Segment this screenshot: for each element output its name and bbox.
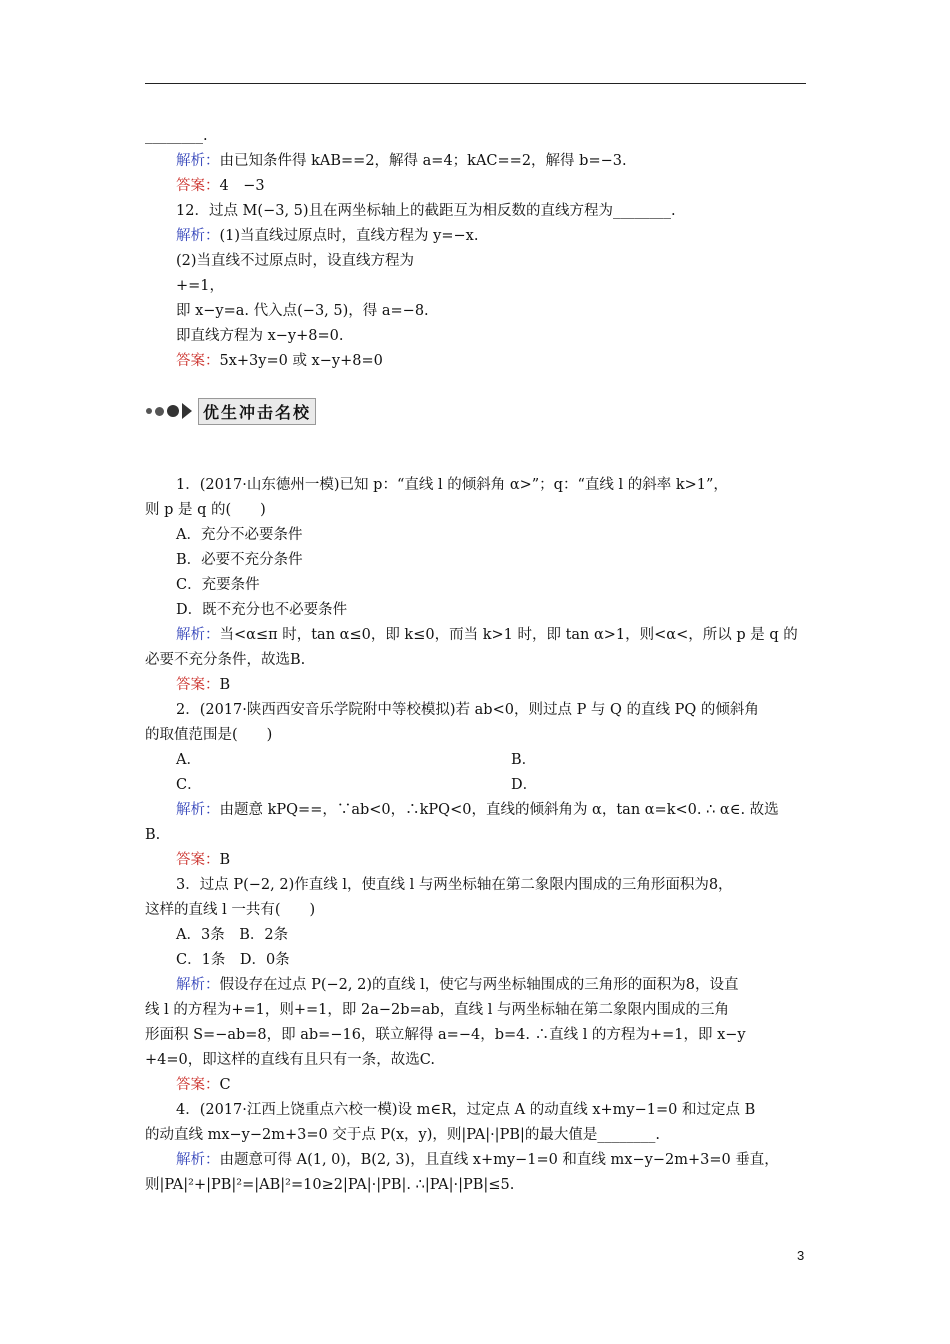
question-line: 则 p 是 q 的( ) xyxy=(145,502,266,518)
answer-label: 答案： xyxy=(176,1077,220,1093)
option-line: D． xyxy=(511,777,538,793)
analysis-label: 解析： xyxy=(176,228,220,244)
option-line: A．充分不必要条件 xyxy=(176,527,303,543)
dot-icon xyxy=(167,405,179,417)
option-line: D．既不充分也不必要条件 xyxy=(176,602,348,618)
analysis-line: 解析：(1)当直线过原点时，直线方程为 y=−x. xyxy=(176,228,479,244)
analysis-label: 解析： xyxy=(176,627,220,643)
option-line: B． xyxy=(511,752,537,768)
answer-line: 答案：5x+3y=0 或 x−y+8=0 xyxy=(176,353,383,369)
option-line: C．充要条件 xyxy=(176,577,260,593)
dot-icon xyxy=(155,407,164,416)
question-line: 4．(2017·江西上饶重点六校一模)设 m∈R，过定点 A 的动直线 x+my−1=0 和过定点 B xyxy=(176,1102,756,1118)
arrow-icon xyxy=(182,403,192,419)
option-line: C．1条 D．0条 xyxy=(176,952,290,968)
text-line: 形面积 S=−ab=8，即 ab=−16，联立解得 a=−4，b=4. ∴直线 l 的方程为+=1，即 x−y xyxy=(145,1027,746,1043)
answer-label: 答案： xyxy=(176,677,220,693)
question-line: 2．(2017·陕西西安音乐学院附中等校模拟)若 ab<0，则过点 P 与 Q 的直线 PQ 的倾斜角 xyxy=(176,702,759,718)
text-line: +=1， xyxy=(176,278,225,294)
text-line: 则|PA|²+|PB|²=|AB|²=10≥2|PA|·|PB|. ∴|PA|·|PB|≤5. xyxy=(145,1177,515,1193)
answer-line: 答案：B xyxy=(176,852,231,868)
header-rule xyxy=(145,83,806,84)
section-title: 优生冲击名校 xyxy=(198,398,316,425)
analysis-label: 解析： xyxy=(176,977,220,993)
question-line: 12．过点 M(−3, 5)且在两坐标轴上的截距互为相反数的直线方程为________. xyxy=(176,203,676,219)
option-line: C． xyxy=(176,777,202,793)
text-line: (2)当直线不过原点时，设直线方程为 xyxy=(176,253,415,269)
text-line: 线 l 的方程为+=1，则+=1，即 2a−2b=ab，直线 l 与两坐标轴在第二象限内围成的三角 xyxy=(145,1002,729,1018)
analysis-label: 解析： xyxy=(176,802,220,818)
analysis-line: 解析：由题意 kPQ==，∵ab<0，∴kPQ<0，直线的倾斜角为 α，tan α=k<0. ∴ α∈. 故选 xyxy=(176,802,779,818)
answer-line: 答案：4 −3 xyxy=(176,178,265,194)
text-line: ________. xyxy=(145,128,208,144)
text-line: +4=0，即这样的直线有且只有一条，故选C. xyxy=(145,1052,435,1068)
analysis-line: 解析：假设存在过点 P(−2, 2)的直线 l，使它与两坐标轴围成的三角形的面积为8，设直 xyxy=(176,977,739,993)
question-line: 的动直线 mx−y−2m+3=0 交于点 P(x，y)，则|PA|·|PB|的最大值是________. xyxy=(145,1127,660,1143)
text-line: 即 x−y=a. 代入点(−3, 5)，得 a=−8. xyxy=(176,303,429,319)
option-line: A． xyxy=(176,752,201,768)
section-header xyxy=(146,398,316,424)
option-line: A．3条 B．2条 xyxy=(176,927,289,943)
analysis-line: 解析：当<α≤π 时，tan α≤0，即 k≤0，而当 k>1 时，即 tan α>1，则<α<，所以 p 是 q 的 xyxy=(176,627,798,643)
analysis-line: 解析：由题意可得 A(1, 0)，B(2, 3)，且直线 x+my−1=0 和直线 mx−y−2m+3=0 垂直， xyxy=(176,1152,779,1168)
answer-line: 答案：C xyxy=(176,1077,231,1093)
analysis-label: 解析： xyxy=(176,1152,220,1168)
answer-label: 答案： xyxy=(176,353,220,369)
text-line: B. xyxy=(145,827,161,843)
dot-icon xyxy=(146,408,152,414)
option-line: B．必要不充分条件 xyxy=(176,552,303,568)
answer-label: 答案： xyxy=(176,852,220,868)
answer-line: 答案：B xyxy=(176,677,231,693)
analysis-label: 解析： xyxy=(176,153,220,169)
text-line: 必要不充分条件，故选B. xyxy=(145,652,306,668)
text-line: 即直线方程为 x−y+8=0. xyxy=(176,328,344,344)
question-line: 的取值范围是( ) xyxy=(145,727,273,743)
page-number: 3 xyxy=(797,1248,805,1263)
analysis-line: 解析：由已知条件得 kAB==2，解得 a=4；kAC==2，解得 b=−3. xyxy=(176,153,627,169)
question-line: 3．过点 P(−2, 2)作直线 l，使直线 l 与两坐标轴在第二象限内围成的三角形面积为8， xyxy=(176,877,733,893)
question-line: 这样的直线 l 一共有( ) xyxy=(145,902,316,918)
answer-label: 答案： xyxy=(176,178,220,194)
question-line: 1．(2017·山东德州一模)已知 p：“直线 l 的倾斜角 α>”；q：“直线 l 的斜率 k>1”， xyxy=(176,477,728,493)
